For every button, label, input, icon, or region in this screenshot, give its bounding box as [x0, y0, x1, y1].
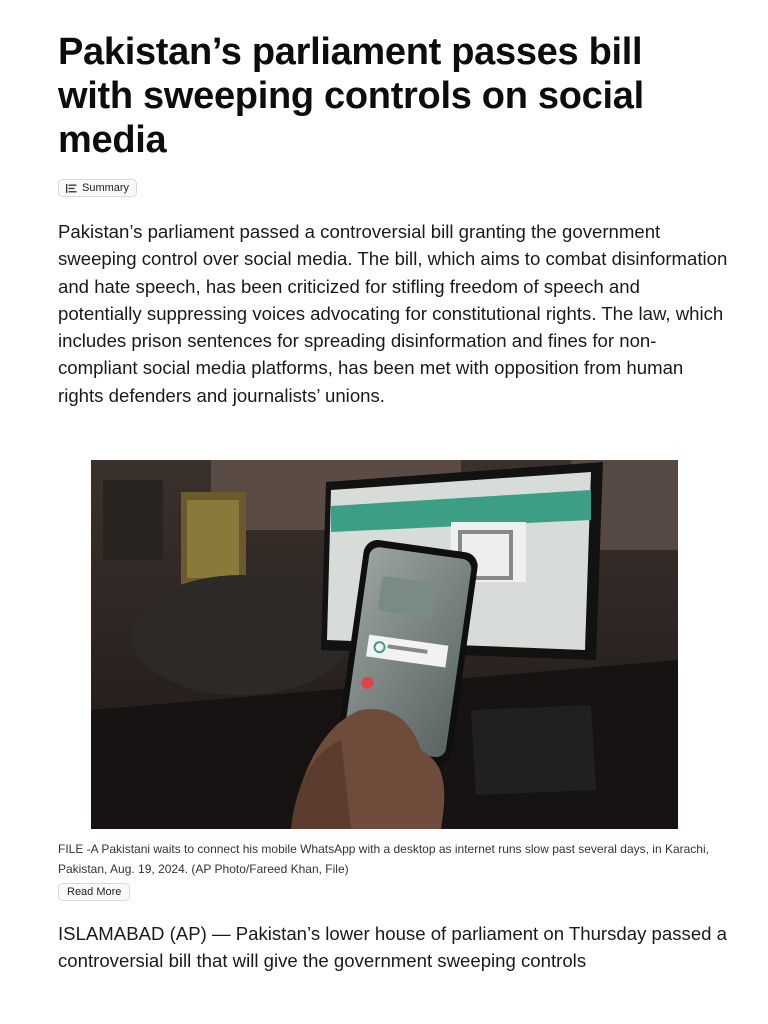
- summary-button[interactable]: [58, 179, 137, 197]
- photo-caption: FILE -A Pakistani waits to connect his mobile WhatsApp with a desktop as internet runs slow past several days, in Karachi, Pakistan, Aug. 19, 2024. (AP Photo/Fareed Khan, File): [58, 842, 709, 876]
- read-more-button[interactable]: Read More: [58, 883, 130, 901]
- article-lede: Pakistan’s parliament passed a controversial bill granting the government sweeping control over social media. The bill, which aims to combat disinformation and hate speech, has been criticized for stifling freedom of speech and potentially suppressing voices advocating for constitutional rights. The law, which includes prison sentences for spreading disinformation and fines for non-compliant social media platforms, has been met with opposition from human rights defenders and journalists’ unions.: [58, 221, 728, 406]
- summary-lines-icon: [66, 184, 77, 193]
- article-body: ISLAMABAD (AP) — Pakistan’s lower house of parliament on Thursday passed a controversial bill that will give the government sweeping controls: [58, 923, 728, 972]
- article-headline: Pakistan’s parliament passes bill with sweeping controls on social media: [58, 31, 644, 161]
- article-photo: [91, 460, 678, 829]
- summary-label: Summary: [82, 182, 130, 194]
